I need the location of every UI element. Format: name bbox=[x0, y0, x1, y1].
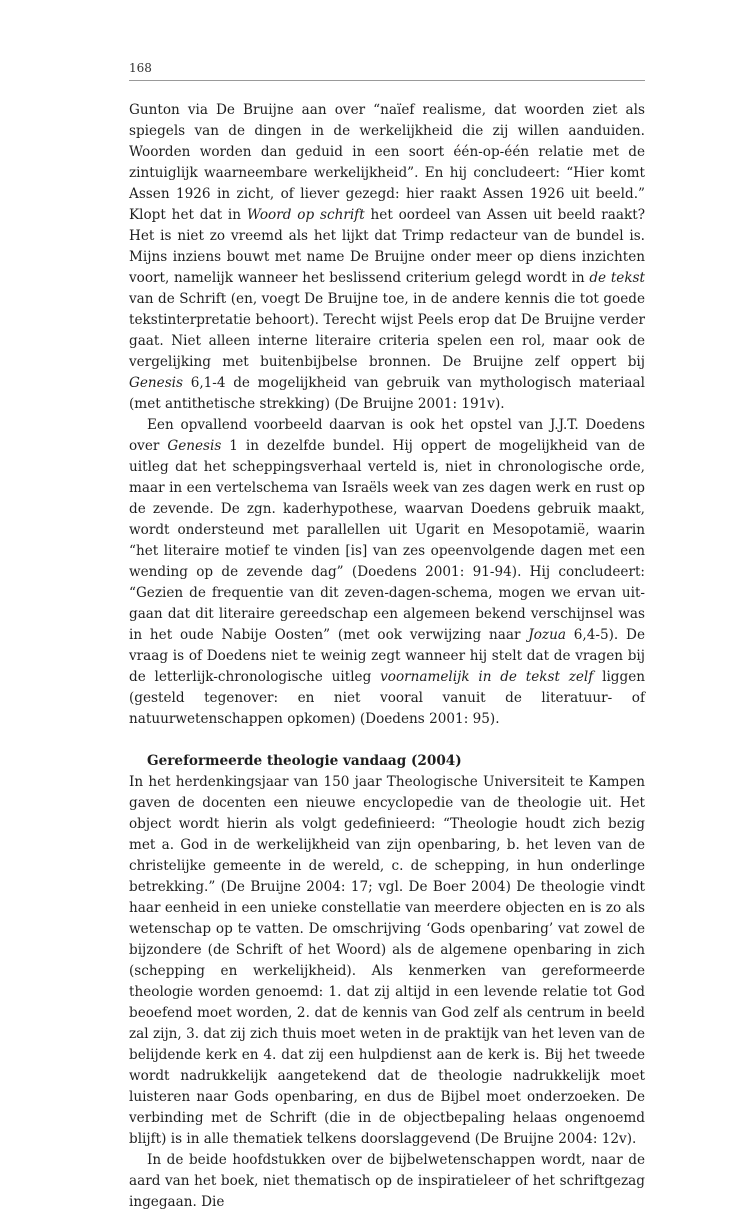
section-heading: Gereformeerde theologie vandaag (2004) bbox=[147, 753, 462, 769]
p2-italic-a: Genesis bbox=[167, 438, 222, 454]
p2-text-a: Een opvallend voorbeeld daarvan is ook het opstel van J.J.T. Doedens over bbox=[129, 417, 645, 454]
header-rule bbox=[129, 80, 645, 81]
p1-text-a: Gunton via De Bruijne aan over “naïef realisme, dat woorden ziet als spiegels van de dingen in de werkelijkheid die zij willen aanduiden. Woorden worden dan geduid in een soort één-op-één relatie met de zintuiglijk waarneembare werkelijkheid”. En hij concludeert: “Hier komt Assen 1926 in zicht, of liever gezegd: hier raakt Assen 1926 uit beeld.” Klopt het dat in bbox=[129, 102, 645, 223]
paragraph-1 bbox=[129, 100, 645, 415]
p2-text-b: 1 in dezelfde bundel. Hij oppert de mogelijkheid van de uitleg dat het scheppingsverhaal verteld is, niet in chronologische orde, maar in een vertelschema van Israëls week van zes dagen werk en rust op de zevende. De zgn. kaderhypothese, waarvan Doedens gebruik maakt, wordt ondersteund met parallellen uit Ugarit en Mesopotamië, waarin “het literaire motief te vinden [is] van zes opeenvolgende dagen met een wending op de zevende dag” (Doedens 2001: 91-94). Hij concludeert: “Gezien de frequentie van dit zeven-dagen-schema, mogen we ervan uitgaan dat dit literaire gereedschap een algemeen bekend verschijnsel was in het oude Nabije Oosten” (met ook verwijzing naar bbox=[129, 438, 645, 643]
p1-text-b: het oordeel van Assen uit beeld raakt? Het is niet zo vreemd als het lijkt dat Trimp redacteur van de bundel is. Mijns inziens bouwt met name De Bruijne onder meer op diens inzichten voort, namelijk wanneer het beslissend criterium gelegd wordt in bbox=[129, 207, 645, 286]
page-number: 168 bbox=[129, 61, 152, 75]
p1-italic-c: Genesis bbox=[129, 375, 184, 391]
paragraph-4: In de beide hoofdstukken over de bijbelwetenschappen wordt, naar de aard van het boek, niet thematisch op de inspiratieleer of het schriftgezag ingegaan. Die bbox=[129, 1152, 645, 1210]
paragraph-2 bbox=[129, 415, 645, 730]
p1-italic-b: de tekst bbox=[589, 270, 645, 286]
body-text bbox=[129, 100, 645, 1213]
p1-text-d: 6,1-4 de mogelijkheid van gebruik van mythologisch materiaal (met antithetische strekking) (De Bruijne 2001: 191v). bbox=[129, 375, 645, 412]
p1-italic-a: Woord op schrift bbox=[246, 207, 365, 223]
p2-italic-c: voornamelijk in de tekst zelf bbox=[380, 669, 594, 685]
p2-text-d: liggen (gesteld tegenover: en niet vooral vanuit de literatuur- of natuurwetenschappen opkomen) (Doedens 2001: 95). bbox=[129, 669, 645, 727]
paragraph-3: In het herdenkingsjaar van 150 jaar Theologische Universiteit te Kampen gaven de docenten een nieuwe encyclopedie van de theologie uit. Het object wordt hierin als volgt gedefinieerd: “Theologie houdt zich bezig met a. God in de werkelijkheid van zijn openbaring, b. het leven van de christelijke gemeente in de wereld, c. de schepping, in hun onderlinge betrekking.” (De Bruijne 2004: 17; vgl. De Boer 2004) De theologie vindt haar eenheid in een unieke constellatie van meerdere objecten en is zo als wetenschap op te vatten. De omschrijving ‘Gods openbaring’ vat zowel de bijzondere (de Schrift of het Woord) als de algemene openbaring in zich (schepping en werkelijkheid). Als kenmerken van gereformeerde theologie worden genoemd: 1. dat zij altijd in een levende relatie tot God beoefend moet worden, 2. dat de kennis van God zelf als centrum in beeld zal zijn, 3. dat zij zich thuis moet weten in de praktijk van het leven van de belijdende kerk en 4. dat zij een hulpdienst aan de kerk is. Bij het tweede wordt nadrukkelijk aangetekend dat de theologie nadrukkelijk moet luisteren naar Gods openbaring, en dus de Bijbel moet onderzoeken. De verbinding met de Schrift (die in de objectbepaling helaas ongenoemd blijft) is in alle thematiek telkens doorslaggevend (De Bruijne 2004: 12v). bbox=[129, 774, 645, 1147]
p2-text-c: 6,4-5). De vraag is of Doedens niet te weinig zegt wanneer hij stelt dat de vragen bij de letterlijk-chronologische uitleg bbox=[129, 627, 645, 685]
p2-italic-b: Jozua bbox=[528, 627, 566, 643]
p1-text-c: van de Schrift (en, voegt De Bruijne toe, in de andere kennis die tot goede tekstinterpretatie behoort). Terecht wijst Peels erop dat De Bruijne verder gaat. Niet alleen interne literaire criteria spelen een rol, maar ook de vergelijking met buitenbijbelse bronnen. De Bruijne zelf oppert bij bbox=[129, 291, 645, 370]
